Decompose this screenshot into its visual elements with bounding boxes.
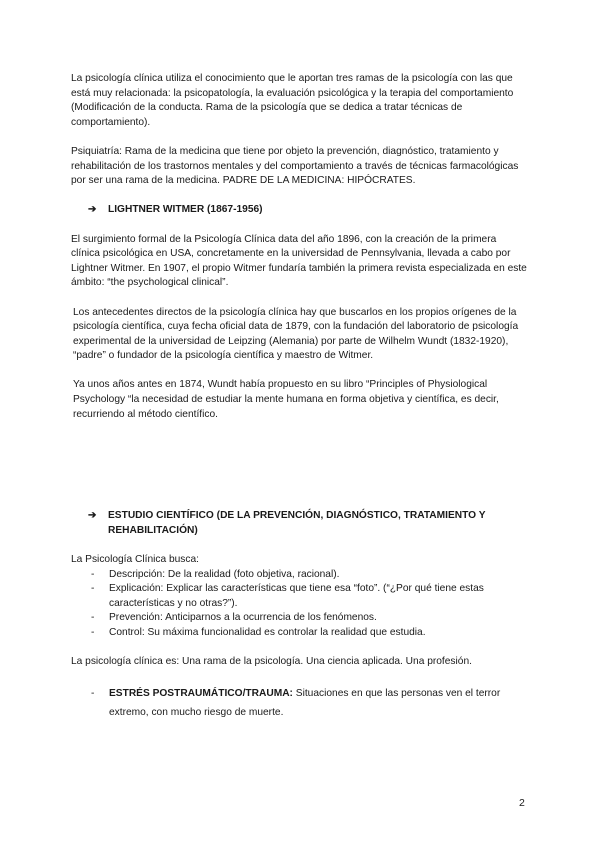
paragraph-busca: La Psicología Clínica busca: — [71, 554, 199, 566]
dash-bullet: - — [91, 612, 95, 624]
list-item-text: Control: Su máxima funcionalidad es controlar la realidad que estudia. — [109, 627, 426, 638]
list-item — [71, 611, 527, 626]
dash-bullet: - — [91, 583, 95, 595]
paragraph-surgimiento: El surgimiento formal de la Psicología Clínica data del año 1896, con la creación de la primera clínica psicológica en USA, concretamente en la universidad de Pennsylvania, llevada a cabo por Lightner Witmer. En 1907, el propio Witmer fundaría también la primera revista especializada en este ámbito: “the psychological clinical”. — [71, 233, 527, 289]
busca-list — [71, 568, 527, 641]
list-item — [71, 684, 527, 722]
trauma-list — [71, 684, 527, 722]
paragraph-antecedentes: Los antecedentes directos de la psicología clínica hay que buscarlos en los propios orígenes de la psicología científica, cuya fecha oficial data de 1879, con la fundación del laboratorio de psicología experimental de la universidad de Leipzing (Alemania) por parte de Wilhelm Wundt (1832-1920), “padre” o fundador de la psicología científica y maestro de Witmer. — [73, 306, 519, 362]
list-item — [71, 626, 527, 641]
heading-text: LIGHTNER WITMER (1867-1956) — [108, 204, 263, 216]
dash-bullet: - — [91, 627, 95, 638]
heading-estudio-cientifico — [71, 509, 527, 538]
dash-bullet: - — [91, 568, 95, 580]
list-item-text: Descripción: De la realidad (foto objetiva, racional). — [109, 568, 340, 580]
list-item-text — [109, 684, 527, 722]
paragraph-ramas: La psicología clínica utiliza el conocimiento que le aportan tres ramas de la psicología con las que está muy relacionada: la psicopatología, la evaluación psicológica y la terapia del comportamiento (Modificación de la conducta. Rama de la psicología que se dedica a tratar técnicas de comportamiento). — [71, 73, 514, 128]
list-item — [71, 582, 527, 611]
dash-bullet: - — [91, 688, 95, 700]
trauma-description: Situaciones en que las personas ven el terror extremo, con mucho riesgo de muerte. — [109, 688, 501, 719]
arrow-icon: ➔ — [88, 510, 97, 522]
paragraph-wundt: Ya unos años antes en 1874, Wundt había propuesto en su libro “Principles of Physiological Psychology “la necesidad de estudiar la mente humana en forma objetiva y científica, es decir, recurriendo al método científico. — [73, 379, 499, 420]
paragraph-psiquiatria: Psiquiatría: Rama de la medicina que tiene por objeto la prevención, diagnóstico, tratamiento y rehabilitación de los trastornos mentales y del comportamiento a través de técnicas farmacológicas por ser una rama de la medicina. PADRE DE LA MEDICINA: HIPÓCRATES. — [71, 145, 519, 187]
page-content — [71, 72, 527, 722]
list-item-text: Prevención: Anticiparnos a la ocurrencia de los fenómenos. — [109, 612, 377, 624]
arrow-icon: ➔ — [88, 204, 97, 216]
heading-lightner-witmer — [71, 203, 527, 218]
paragraph-definicion: La psicología clínica es: Una rama de la psicología. Una ciencia aplicada. Una profesión. — [71, 656, 472, 668]
trauma-label: ESTRÉS POSTRAUMÁTICO/TRAUMA: — [109, 688, 293, 700]
heading-text: ESTUDIO CIENTÍFICO (DE LA PREVENCIÓN, DIAGNÓSTICO, TRATAMIENTO Y REHABILITACIÓN) — [108, 510, 486, 536]
list-item-text: Explicación: Explicar las características que tiene esa “foto”. (“¿Por qué tiene estas características y no otras?”). — [109, 583, 484, 609]
list-item — [71, 568, 527, 583]
page-number: 2 — [519, 797, 525, 809]
